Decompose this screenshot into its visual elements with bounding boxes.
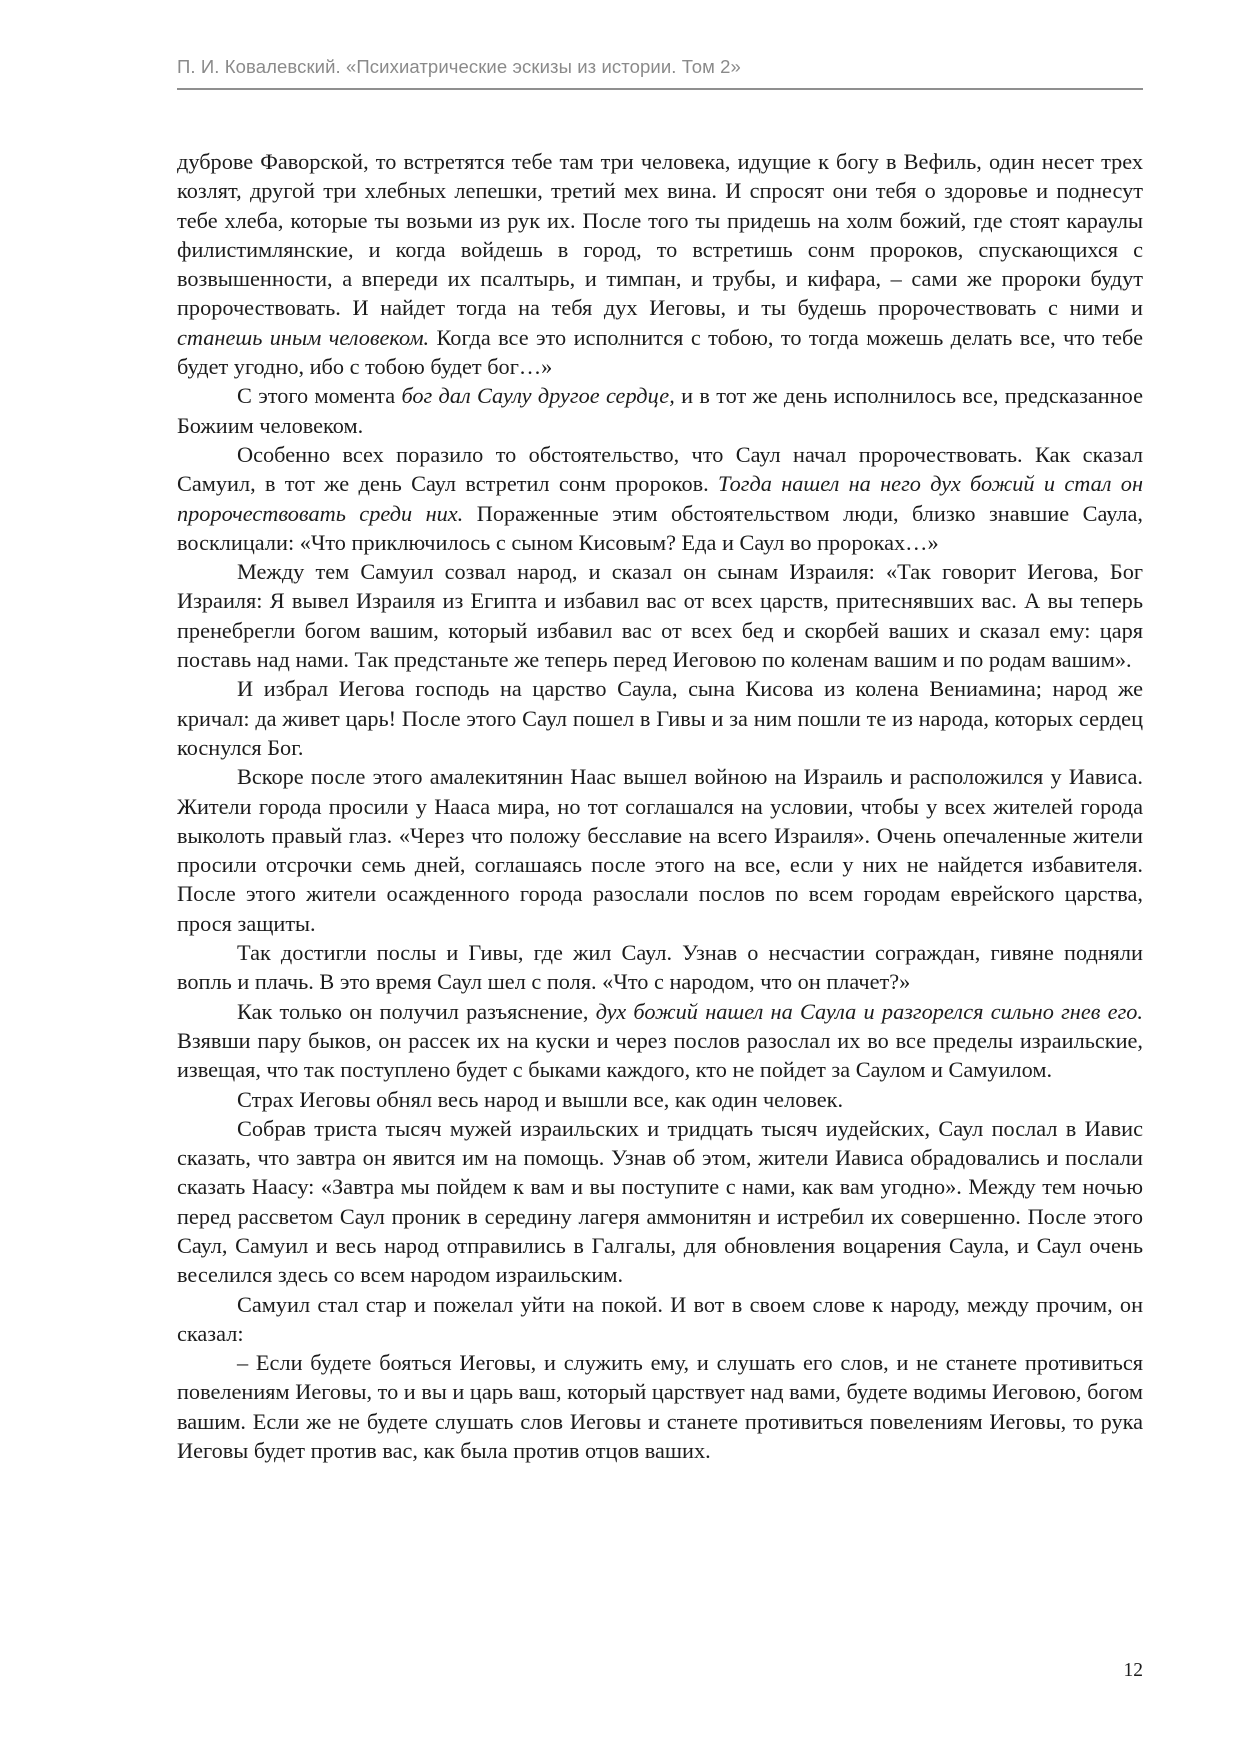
paragraph: [177, 997, 1143, 1085]
text-segment: Самуил стал стар и пожелал уйти на покой. И вот в своем слове к народу, между прочим, он сказал:: [177, 1291, 1143, 1346]
paragraph: [177, 440, 1143, 557]
page-number: 12: [1123, 1660, 1143, 1681]
text-segment: – Если будете бояться Иеговы, и служить ему, и слушать его слов, и не станете противиться повелениям Иеговы, то и вы и царь ваш, который царствует над вами, будете водимы Иеговою, богом вашим. Если же не будете слушать слов Иеговы и станете противиться повелениям Иеговы, то рука Иеговы будет против вас, как была против отцов ваших.: [177, 1350, 1143, 1464]
paragraph: [177, 674, 1143, 762]
paragraph: [177, 381, 1143, 440]
italic-text: дух божий нашел на Саула и разгорелся сильно гнев его.: [595, 998, 1144, 1024]
text-segment: Как только он получил разъяснение,: [237, 998, 596, 1024]
paragraph: [177, 147, 1143, 381]
paragraph: [177, 1114, 1143, 1290]
paragraph: [177, 1348, 1143, 1465]
paragraph: [177, 1290, 1143, 1349]
text-segment: Взявши пару быков, он рассек их на куски и через послов разослал их во все пределы израильские, извещая, что так поступлено будет с быками каждого, кто не пойдет за Саулом и Самуилом.: [177, 1027, 1143, 1083]
text-segment: И избрал Иегова господь на царство Саула, сына Кисова из колена Вениамина; народ же кричал: да живет царь! После этого Саул пошел в Гивы и за ним пошли те из народа, которых сердец коснулся Бог.: [177, 676, 1143, 760]
running-head: П. И. Ковалевский. «Психиатрические эскизы из истории. Том 2»: [177, 56, 741, 77]
header-divider: [177, 88, 1143, 90]
text-segment: Так достигли послы и Гивы, где жил Саул. Узнав о несчастии сограждан, гивяне подняли вопль и плачь. В это время Саул шел с поля. «Что с народом, что он плачет?»: [177, 940, 1143, 995]
text-segment: Когда все это исполнится с тобою, то тогда можешь делать все, что тебе будет угодно, ибо с тобою будет бог…»: [177, 324, 1143, 380]
italic-text: станешь иным человеком.: [177, 324, 430, 350]
text-segment: Вскоре после этого амалекитянин Наас вышел войною на Израиль и расположился у Иависа. Жители города просили у Нааса мира, но тот соглашался на условии, чтобы у всех жителей города выколоть правый глаз. «Через что положу бесславие на всего Израиля». Очень опечаленные жители просили отсрочки семь дней, соглашаясь после этого на все, если у них не найдется избавителя. После этого жители осажденного города разослали послов по всем городам еврейского царства, прося защиты.: [177, 764, 1143, 936]
text-segment: Между тем Самуил созвал народ, и сказал он сынам Израиля: «Так говорит Иегова, Бог Израиля: Я вывел Израиля из Египта и избавил вас от всех царств, притеснявших вас. А вы теперь пренебрегли богом вашим, который избавил вас от всех бед и скорбей ваших и сказал ему: царя поставь над нами. Так предстаньте же теперь перед Иеговою по коленам вашим и по родам вашим».: [177, 559, 1143, 673]
paragraph: [177, 557, 1143, 674]
text-segment: Пораженные этим обстоятельством люди, близко знавшие Саула, восклицали: «Что приключилось с сыном Кисовым? Еда и Саул во пророках…»: [177, 500, 1143, 555]
paragraph: [177, 1085, 1143, 1114]
italic-text: бог дал Саулу другое сердце,: [401, 383, 675, 409]
body-text: [177, 147, 1143, 1465]
text-segment: и в тот же день исполнилось все, предсказанное Божиим человеком.: [177, 383, 1143, 438]
text-segment: Собрав триста тысяч мужей израильских и тридцать тысяч иудейских, Саул послал в Иавис сказать, что завтра он явится им на помощь. Узнав об этом, жители Иависа обрадовались и послали сказать Наасу: «Завтра мы пойдем к вам и вы поступите с нами, как вам угодно». Между тем ночью перед рассветом Саул проник в середину лагеря аммонитян и истребил их совершенно. После этого Саул, Самуил и весь народ отправились в Галгалы, для обновления воцарения Саула, и Саул очень веселился здесь со всем народом израильским.: [177, 1115, 1143, 1288]
italic-text: Тогда нашел на него дух божий и стал он пророчествовать среди них.: [177, 471, 1143, 526]
text-segment: дуброве Фаворской, то встретятся тебе там три человека, идущие к богу в Вефиль, один несет трех козлят, другой три хлебных лепешки, третий мех вина. И спросят они тебя о здоровье и поднесут тебе хлеба, которые ты возьми из рук их. После того ты придешь на холм божий, где стоят караулы филистимлянские, и когда войдешь в город, то встретишь сонм пророков, спускающихся с возвышенности, а впереди их псалтырь, и тимпан, и трубы, и кифара, – сами же пророки будут пророчествовать. И найдет тогда на тебя дух Иеговы, и ты будешь пророчествовать с ними и: [177, 149, 1143, 321]
text-segment: Особенно всех поразило то обстоятельство, что Саул начал пророчествовать. Как сказал Самуил, в тот же день Саул встретил сонм пророков.: [177, 441, 1143, 497]
text-segment: С этого момента: [237, 383, 402, 409]
paragraph: [177, 938, 1143, 997]
paragraph: [177, 762, 1143, 938]
text-segment: Страх Иеговы обнял весь народ и вышли все, как один человек.: [237, 1086, 844, 1112]
